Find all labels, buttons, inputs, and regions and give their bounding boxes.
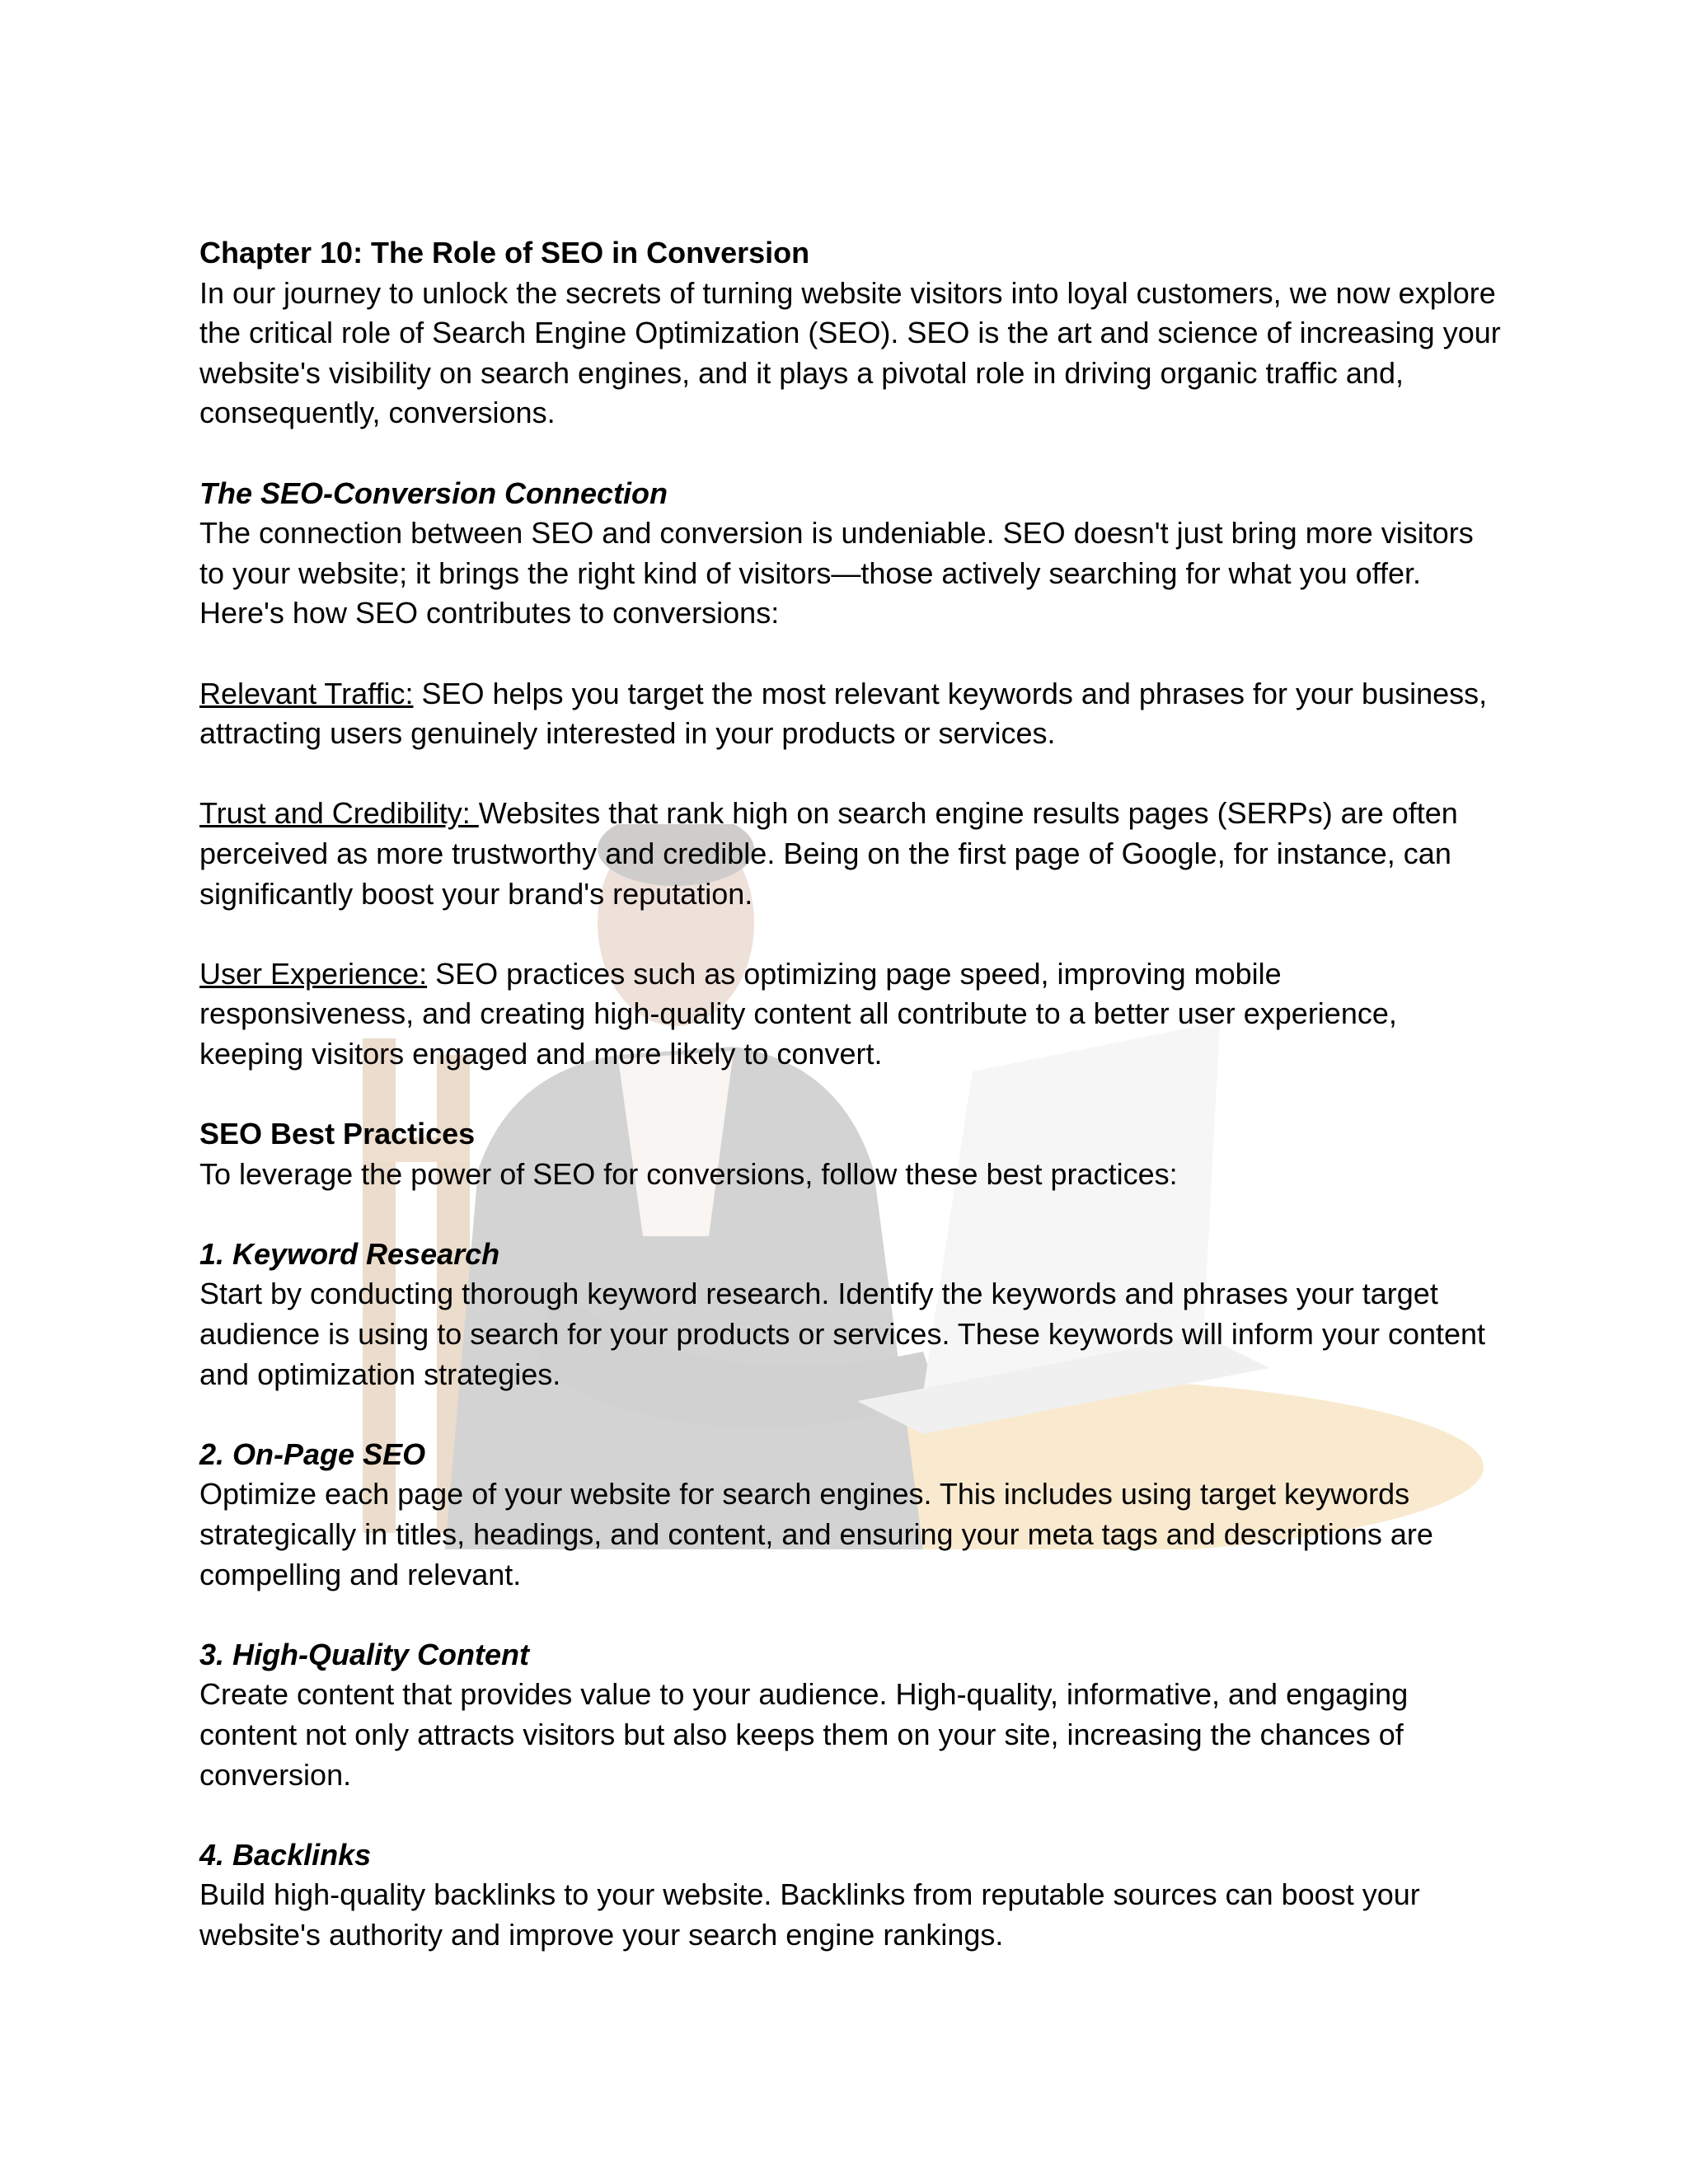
practice-text: Create content that provides value to your audience. High-quality, informative, and engaging content not only attracts visitors but also keeps them on your site, increasing the chances of conversion. xyxy=(199,1677,1409,1792)
point-label: Trust and Credibility: xyxy=(199,796,479,831)
document-page xyxy=(199,233,1502,1956)
practice-text: Optimize each page of your website for search engines. This includes using target keywords strategically in titles, headings, and content, and ensuring your meta tags and descriptions are compelling and relevant. xyxy=(199,1477,1433,1591)
practice-title: 4. Backlinks xyxy=(199,1837,372,1872)
point-text: SEO practices such as optimizing page speed, improving mobile responsiveness, and creating high-quality content all contribute to a better user experience, keeping visitors engaged and more likely to convert. xyxy=(199,956,1397,1071)
point-relevant-traffic xyxy=(199,674,1502,754)
spacer xyxy=(199,1795,1502,1835)
spacer xyxy=(199,434,1502,474)
spacer xyxy=(199,754,1502,794)
spacer xyxy=(199,1074,1502,1114)
chapter-intro: In our journey to unlock the secrets of turning website visitors into loyal customers, we now explore the critical role of Search Engine Optimization (SEO). SEO is the art and science of increasing your website's visibility on search engines, and it plays a pivotal role in driving organic traffic and, consequently, conversions. xyxy=(199,275,1501,430)
connection-body: The connection between SEO and conversion is undeniable. SEO doesn't just bring more visitors to your website; it brings the right kind of visitors—those actively searching for what you offer. Here's how SEO contributes to conversions: xyxy=(199,516,1474,630)
point-label: User Experience: xyxy=(199,956,428,991)
spacer xyxy=(199,1595,1502,1635)
point-trust-credibility xyxy=(199,794,1502,914)
point-text: Websites that rank high on search engine results pages (SERPs) are often perceived as more trustworthy and credible. Being on the first page of Google, for instance, can significantly boost your brand's reputation. xyxy=(199,796,1458,911)
spacer xyxy=(199,914,1502,954)
best-practices-heading: SEO Best Practices xyxy=(199,1117,476,1151)
practice-title: 1. Keyword Research xyxy=(199,1236,500,1271)
practice-title: 2. On-Page SEO xyxy=(199,1436,426,1471)
spacer xyxy=(199,1394,1502,1435)
best-practices-intro: To leverage the power of SEO for conversions, follow these best practices: xyxy=(199,1156,1178,1191)
point-text: SEO helps you target the most relevant keywords and phrases for your business, attracting users genuinely interested in your products or services. xyxy=(199,676,1488,751)
practice-text: Build high-quality backlinks to your website. Backlinks from reputable sources can boost your website's authority and improve your search engine rankings. xyxy=(199,1877,1420,1952)
connection-heading: The SEO-Conversion Connection xyxy=(199,476,668,510)
point-user-experience xyxy=(199,954,1502,1075)
spacer xyxy=(199,1194,1502,1235)
practice-text: Start by conducting thorough keyword research. Identify the keywords and phrases your target audience is using to search for your products or services. These keywords will inform your content and optimization strategies. xyxy=(199,1277,1486,1391)
chapter-title: Chapter 10: The Role of SEO in Conversion xyxy=(199,236,810,269)
spacer xyxy=(199,634,1502,674)
point-label: Relevant Traffic: xyxy=(199,676,414,710)
practice-title: 3. High-Quality Content xyxy=(199,1637,529,1671)
